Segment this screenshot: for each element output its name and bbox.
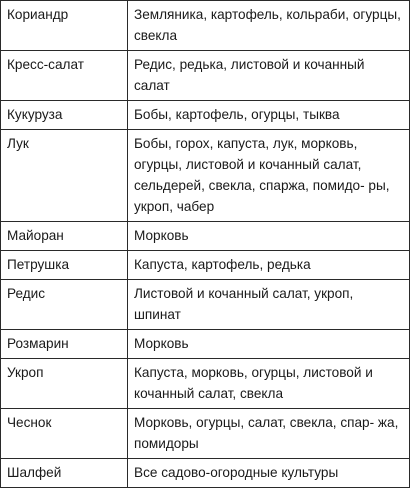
plant-cell: Кресс-салат: [1, 51, 128, 101]
partners-cell: Морковь: [128, 330, 410, 359]
partners-cell: Морковь, огурцы, салат, свекла, спар- жа, помидоры: [128, 409, 410, 459]
partners-cell: Все садово-огородные культуры: [128, 459, 410, 488]
table-row: [1, 330, 410, 359]
plant-cell: Шалфей: [1, 459, 128, 488]
plant-cell: Кориандр: [1, 1, 128, 51]
table-row: [1, 222, 410, 251]
plant-cell: Укроп: [1, 359, 128, 409]
plant-cell: Майоран: [1, 222, 128, 251]
table-row: [1, 51, 410, 101]
partners-cell: Бобы, картофель, огурцы, тыква: [128, 101, 410, 130]
partners-cell: Капуста, картофель, редька: [128, 251, 410, 280]
plant-cell: Кукуруза: [1, 101, 128, 130]
table-row: [1, 280, 410, 330]
table-row: [1, 101, 410, 130]
plant-cell: Чеснок: [1, 409, 128, 459]
table-row: [1, 409, 410, 459]
plant-cell: Петрушка: [1, 251, 128, 280]
partners-cell: Бобы, горох, капуста, лук, морковь, огурцы, листовой и кочанный салат, сельдерей, свекла, спаржа, помидо- ры, укроп, чабер: [128, 130, 410, 222]
table-row: [1, 251, 410, 280]
partners-cell: Капуста, морковь, огурцы, листовой и кочанный салат, свекла: [128, 359, 410, 409]
partners-cell: Листовой и кочанный салат, укроп, шпинат: [128, 280, 410, 330]
partners-cell: Морковь: [128, 222, 410, 251]
table-row: [1, 459, 410, 488]
partners-cell: Редис, редька, листовой и кочанный салат: [128, 51, 410, 101]
table-row: [1, 1, 410, 51]
plant-cell: Розмарин: [1, 330, 128, 359]
table-row: [1, 359, 410, 409]
table-row: [1, 130, 410, 222]
plant-cell: Лук: [1, 130, 128, 222]
plant-cell: Редис: [1, 280, 128, 330]
partners-cell: Земляника, картофель, кольраби, огурцы, свекла: [128, 1, 410, 51]
